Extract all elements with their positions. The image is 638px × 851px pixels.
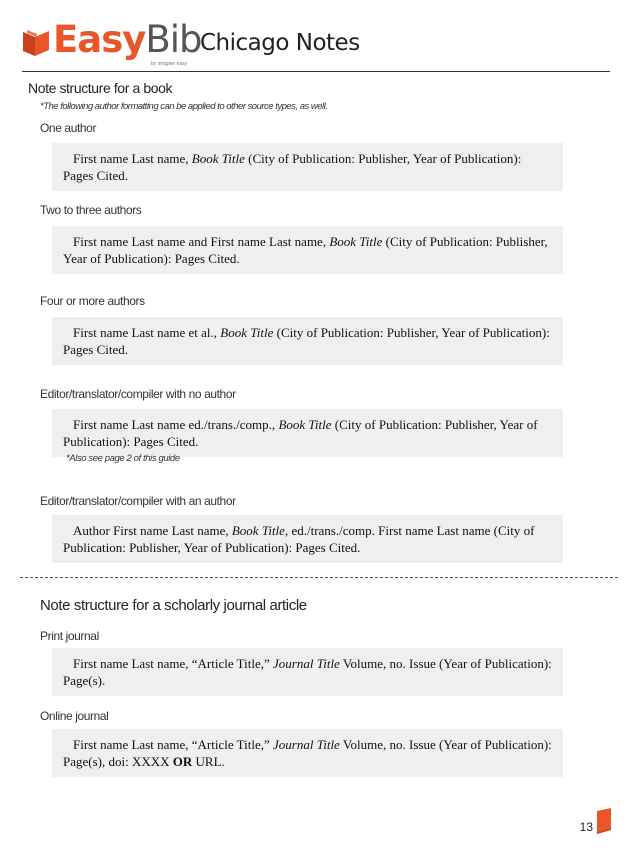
label-print-journal: Print journal <box>40 629 99 643</box>
page-number: 13 <box>579 820 593 834</box>
example-text: (City of Publication: Publisher, Year of Publication): Pages Cited. <box>63 151 522 183</box>
example-text: Volume, no. Issue (Year of Publication): Page(s), doi: XXXX <box>63 737 552 769</box>
section-title-journal: Note structure for a scholarly journal article <box>40 597 307 614</box>
example-online-journal <box>52 729 563 777</box>
label-four-more-authors: Four or more authors <box>40 294 145 308</box>
example-two-three-authors <box>52 226 563 274</box>
example-title: Book Title <box>231 523 285 538</box>
label-editor-with-author: Editor/translator/compiler with an author <box>40 494 236 508</box>
page-header <box>0 0 638 74</box>
page-corner-book-icon <box>595 808 613 834</box>
example-text: (City of Publication: Publisher, Year of Publication): Pages Cited. <box>63 417 538 449</box>
example-title: Book Title <box>191 151 245 166</box>
example-text: (City of Publication: Publisher, Year of Publication): Pages Cited. <box>63 325 550 357</box>
logo-bib: Bib <box>145 18 202 61</box>
header-divider <box>22 71 610 72</box>
logo-tagline: by imagine easy <box>151 61 188 67</box>
example-text: Volume, no. Issue (Year of Publication): Page(s). <box>63 656 552 688</box>
example-text: Author First name Last name, <box>73 523 232 538</box>
example-editor-no-author <box>52 409 563 457</box>
label-online-journal: Online journal <box>40 709 109 723</box>
example-four-more-authors <box>52 317 563 365</box>
label-two-three-authors: Two to three authors <box>40 203 142 217</box>
example-text: , ed./trans./comp. First name Last name (City of Publication: Publisher, Year of Publication): Pages Cited. <box>63 523 535 555</box>
example-text: URL. <box>192 754 225 769</box>
example-text: First name Last name et al., <box>73 325 221 340</box>
label-editor-no-author: Editor/translator/compiler with no author <box>40 387 236 401</box>
example-print-journal <box>52 648 563 696</box>
example-text: First name Last name and First name Last name, <box>73 234 330 249</box>
example-text: First name Last name, “Article Title,” <box>73 656 274 671</box>
easybib-logo <box>21 20 201 68</box>
example-text: (City of Publication: Publisher, Year of Publication): Pages Cited. <box>63 234 548 266</box>
example-title: Book Title <box>278 417 332 432</box>
section-divider <box>20 577 618 578</box>
author-format-note: *The following author formatting can be applied to other source types, as well. <box>40 101 328 112</box>
example-title: Journal Title <box>273 656 340 671</box>
example-editor-with-author <box>52 515 563 563</box>
example-bold-or: OR <box>172 754 193 769</box>
also-see-note: *Also see page 2 of this guide <box>66 453 180 464</box>
logo-wordmark <box>53 18 202 62</box>
example-one-author <box>52 143 563 191</box>
example-text: First name Last name ed./trans./comp., <box>73 417 279 432</box>
label-one-author: One author <box>40 121 97 135</box>
example-text: First name Last name, “Article Title,” <box>73 737 274 752</box>
example-title: Book Title <box>329 234 383 249</box>
logo-easy: Easy <box>53 18 146 61</box>
example-title: Book Title <box>220 325 274 340</box>
book-icon <box>21 28 51 58</box>
section-title-book: Note structure for a book <box>28 80 173 96</box>
page-title: Chicago Notes <box>200 30 360 56</box>
example-title: Journal Title <box>273 737 340 752</box>
example-text: First name Last name, <box>73 151 192 166</box>
